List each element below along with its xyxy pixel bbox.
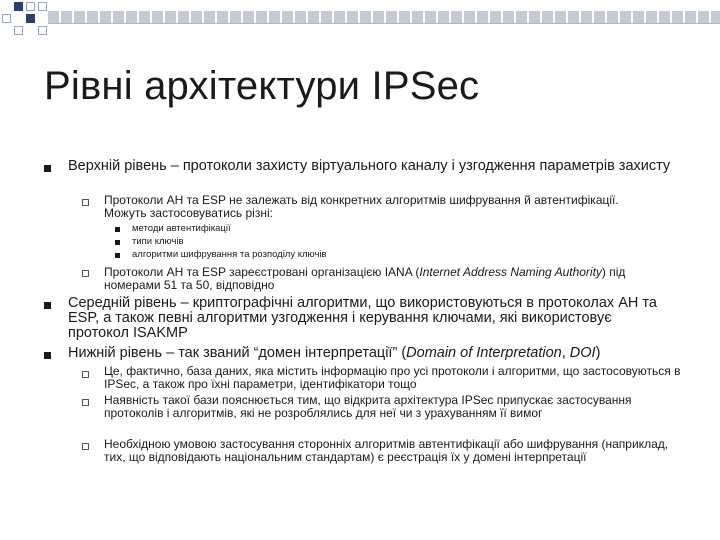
small-bullet-icon [115,227,120,232]
hollow-bullet-icon [82,371,89,378]
sub-bullet-text: Наявність такої бази пояснюється тим, що відкрита архітектура IPSec припускає застосування протоколів і алгоритмів, які не розроблялись для неї чи з урахуванням її вимог [104,393,632,420]
bullet-icon [44,352,51,359]
sub-bullet-text: Необхідною умовою застосування сторонніх алгоритмів автентифікації або шифрування (наприклад, тих, що відповідають національним стандартам) є реєстрація їх у домені інтерпретації [104,437,669,464]
sub-sub-bullet-text: методи автентифікації [132,223,231,234]
sub-sub-bullet-text: типи ключів [132,236,184,247]
hollow-bullet-icon [82,399,89,406]
hollow-bullet-icon [82,443,89,450]
hollow-bullet-icon [82,270,89,277]
sub-bullet-text: Протоколи AH та ESP зареєстровані організацією IANA (Internet Address Naming Authority) під номерами 51 та 50, відповідно [104,265,626,292]
bullet-icon [44,165,51,172]
slide-title: Рівні архітектури IPSec [44,64,480,108]
sub-sub-bullet-text: алгоритми шифрування та розподілу ключів [132,249,327,260]
sub-bullet-text: Протоколи AH та ESP не залежать від конкретних алгоритмів шифрування й автентифікації. Можуть застосовуватись різні: [104,193,619,220]
bullet-text: Нижній рівень – так званий “домен інтерпретації” (Domain of Interpretation, DOI) [68,345,601,361]
small-bullet-icon [115,253,120,258]
hollow-bullet-icon [82,199,89,206]
bullet-icon [44,302,51,309]
sub-bullet-text: Це, фактично, база даних, яка містить інформацію про усі протоколи і алгоритми, що застосовуються в IPSec, а також про їхні параметри, ідентифікатори тощо [104,364,681,391]
small-bullet-icon [115,240,120,245]
bullet-text: Верхній рівень – протоколи захисту віртуального каналу і узгодження параметрів захисту [68,158,671,174]
bullet-text: Середній рівень – криптографічні алгоритми, що використовуються в протоколах AH та ESP, а також певні алгоритми узгодження і керування ключами, які використовує протокол ISAKMP [68,295,657,341]
